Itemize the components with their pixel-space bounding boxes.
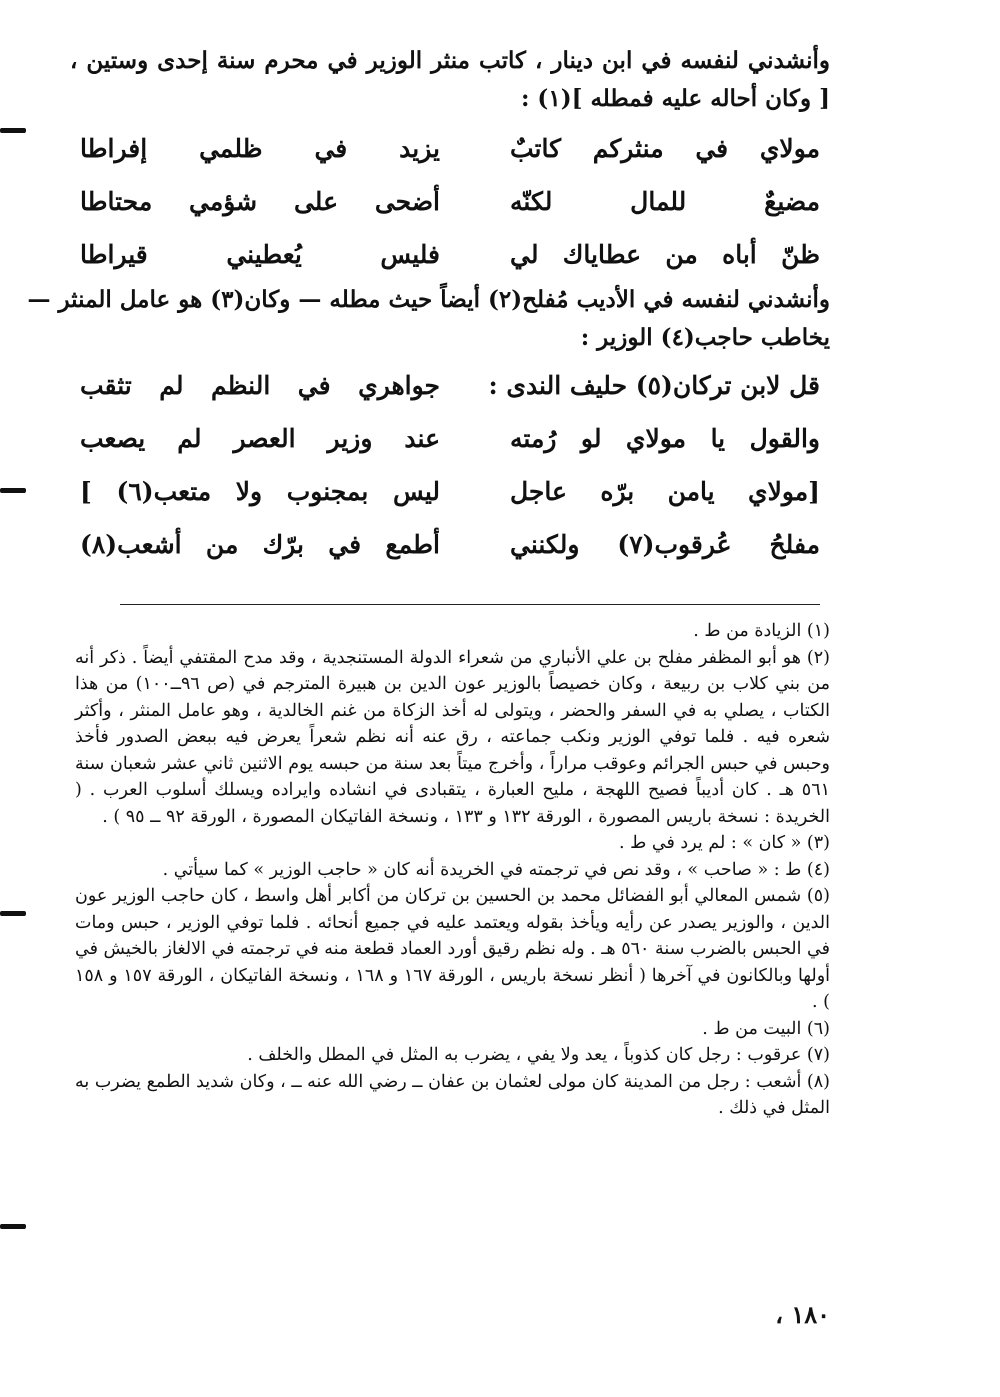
verse — [70, 465, 830, 518]
first-hemistich: مولاي في منثركم كاتبٌ — [510, 134, 820, 163]
footnote-divider — [120, 604, 820, 605]
footnote: (٧) عرقوب : رجل كان كذوباً ، يعد ولا يفي ، يضرب به المثل في المطل والخلف . — [247, 1045, 830, 1065]
intro-line: وأنشدني لنفسه في ابن دينار ، كاتب منثر الوزير في محرم سنة إحدى وستين ، — [70, 47, 830, 74]
verse — [70, 518, 830, 571]
poem-1 — [70, 122, 830, 281]
first-hemistich: [مولاي يامن برّه عاجل — [510, 477, 820, 506]
verse — [70, 228, 830, 281]
footnote: (٢) هو أبو المظفر مفلح بن علي الأنباري من شعراء الدولة المستنجدية ، وقد مدح المقتفي أيضاً . ذكر أنه من بني كلاب بن ربيعة ، وكان خصيصاً بالوزير عون الدين بن هبيرة المترجم في (ص ٩٦ــ١٠٠) من هذا الكتاب ، يصلي به في السفر والحضر ، ويتولى له أخذ الزكاة من غنم الخالدية ، وهو عامل المنثر ، وأكثر شعره فيه . فلما توفي الوزير ونكب جماعته ، رق عنه أنه نظم شعراً يعرض فيه ببعض الصدور فأخذ وحبس في حبس الجرائم وعوقب مراراً ، وأخرج ميتاً بعد سنة من حبسه يوم الاثنين ثاني عشر شعبان سنة ٥٦١ هـ . كان أديباً فصيح اللهجة ، مليح العبارة ، يتقبادى في انشاده وايراده ويسلك أسلوب العرب . ( الخريدة : نسخة باريس المصورة ، الورقة ١٣٢ و ١٣٣ ، ونسخة الفاتيكان المصورة ، الورقة ٩٢ ــ ٩٥ ) . — [75, 647, 830, 827]
margin-mark — [0, 1224, 26, 1229]
footnote: (٥) شمس المعالي أبو الفضائل محمد بن الحسين بن تركان من أكابر أهل واسط ، كان حاجب الوزير عون الدين ، والوزير يصدر عن رأيه ويأخذ بقوله ويعتمد عليه في جميع أنحائه . فلما توفي الوزير ، حبس ومات في الحبس بالضرب سنة ٥٦٠ هـ . وله نظم رقيق أورد العماد قطعة منه في ترجمته في الالغاز بالخيش في أولها وبالكانون في آخرها ( أنظر نسخة باريس ، الورقة ١٦٧ و ١٦٨ ، ونسخة الفاتيكان ، الورقة ١٥٧ و ١٥٨ ) . — [75, 886, 831, 1012]
second-hemistich: جواهري في النظم لم تثقب — [80, 371, 440, 400]
verse — [70, 412, 830, 465]
first-hemistich: والقول يا مولاي لو رُمته — [510, 424, 820, 453]
verse — [70, 175, 830, 228]
first-hemistich: مفلحُ عُرقوب(٧) ولكنني — [510, 530, 820, 559]
verse — [70, 122, 830, 175]
second-hemistich: عند وزير العصر لم يصعب — [80, 424, 440, 453]
footnote: (٤) ط : « صاحب » ، وقد نص في ترجمته في الخريدة أنه كان « حاجب الوزير » كما سيأتي . — [162, 859, 830, 880]
first-hemistich: ظنّ أباه من عطاياك لي — [510, 240, 820, 269]
verse — [70, 359, 830, 412]
page-number: ١٨٠ ، — [775, 1300, 830, 1329]
first-hemistich: مضيعٌ للمال لكنّه — [510, 187, 820, 216]
intro-line: [ وكان أحاله عليه فمطله ](١) : — [520, 85, 830, 112]
intro-line: وأنشدني لنفسه في الأديب مُفلح(٢) أيضاً حيث مطله — وكان(٣) هو عامل المنثر — — [27, 286, 830, 313]
main-text — [27, 42, 830, 571]
footnote: (٨) أشعب : رجل من المدينة كان مولى لعثمان بن عفان ــ رضي الله عنه ــ ، وكان شديد الطمع يضرب به المثل في ذلك . — [75, 1071, 830, 1118]
intro-line: يخاطب حاجب(٤) الوزير : — [580, 324, 830, 351]
footnotes — [75, 618, 830, 1122]
margin-mark — [0, 911, 26, 916]
first-hemistich: قل لابن تركان(٥) حليف الندى : — [488, 371, 820, 400]
footnote: (٣) « كان » : لم يرد في ط . — [619, 833, 830, 853]
second-hemistich: ليس بمجنوب ولا متعب(٦) ] — [80, 477, 440, 506]
second-hemistich: فليس يُعطيني قيراطا — [80, 240, 440, 269]
second-hemistich: يزيد في ظلمي إفراطا — [80, 134, 440, 163]
footnote: (٦) البيت من ط . — [702, 1018, 830, 1039]
second-hemistich: أطمع في برّك من أشعب(٨) — [80, 530, 440, 559]
footnote: (١) الزيادة من ط . — [693, 621, 830, 641]
margin-mark — [0, 128, 26, 133]
poem-2 — [70, 359, 830, 571]
margin-mark — [0, 488, 26, 493]
second-hemistich: أضحى على شؤمي محتاطا — [80, 187, 440, 216]
